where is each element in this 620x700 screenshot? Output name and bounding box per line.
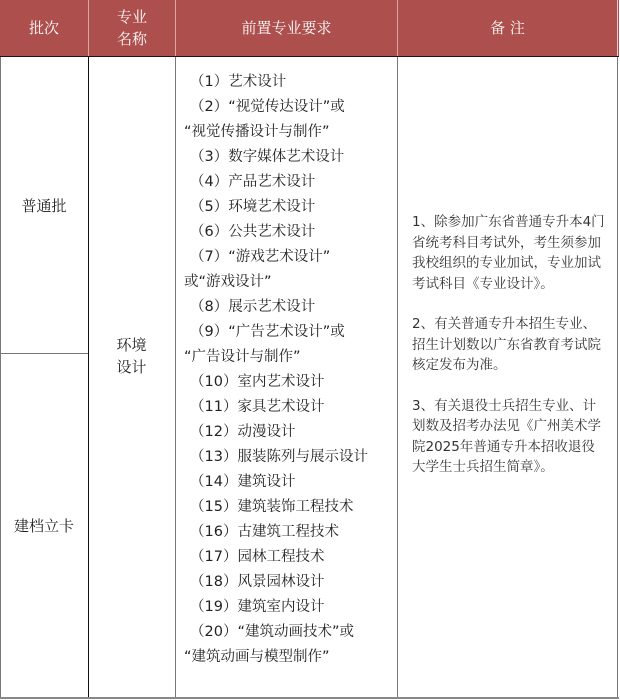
prerequisite-majors-list <box>184 70 390 670</box>
batch-regular: 普通批 <box>21 197 67 215</box>
list-item: （20）“建筑动画技术”或 <box>190 624 354 640</box>
list-item: （11）家具艺术设计 <box>190 399 325 415</box>
column-border <box>175 57 176 698</box>
batch-archived-poverty: 建档立卡 <box>13 517 74 535</box>
major-name-line1: 环境 <box>116 336 147 354</box>
list-item: （7）“游戏艺术设计” <box>190 249 331 265</box>
list-item: （13）服装陈列与展示设计 <box>190 449 368 465</box>
major-name-line2: 设计 <box>116 358 147 376</box>
row-divider <box>0 353 88 354</box>
header-bottom-border <box>0 56 619 57</box>
column-border <box>0 57 1 698</box>
list-item: （6）公共艺术设计 <box>190 224 316 240</box>
header-major-line1: 专业 <box>116 8 147 26</box>
header-major-line2: 名称 <box>116 30 147 48</box>
list-item: （10）室内艺术设计 <box>190 374 325 390</box>
list-item: （4）产品艺术设计 <box>190 174 316 190</box>
list-item: “广告设计与制作” <box>184 349 301 365</box>
list-item: （8）展示艺术设计 <box>190 299 316 315</box>
column-border <box>397 57 398 698</box>
column-border <box>617 57 618 698</box>
list-item: （1）艺术设计 <box>190 74 287 90</box>
header-major <box>89 0 175 56</box>
list-item: （19）建筑室内设计 <box>190 599 325 615</box>
header-batch: 批次 <box>28 19 59 37</box>
list-item: （16）古建筑工程技术 <box>190 524 339 540</box>
list-item: “建筑动画与模型制作” <box>184 649 330 665</box>
list-item: （9）“广告艺术设计”或 <box>190 324 345 340</box>
list-item: （3）数字媒体艺术设计 <box>190 149 345 165</box>
header-requirements: 前置专业要求 <box>241 19 332 37</box>
list-item: （14）建筑设计 <box>190 474 296 490</box>
list-item: “视觉传播设计与制作” <box>184 124 330 140</box>
list-item: （17）园林工程技术 <box>190 549 325 565</box>
list-item: （2）“视觉传达设计”或 <box>190 99 345 115</box>
list-item: 或“游戏设计” <box>184 274 272 290</box>
table-bottom-border <box>0 697 619 699</box>
header-notes: 备 注 <box>490 19 525 37</box>
note-2: 2、有关普通专升本招生专业、招生计划数以广东省教育考试院核定发布为准。 <box>412 316 601 373</box>
list-item: （5）环境艺术设计 <box>190 199 316 215</box>
note-1: 1、除参加广东省普通专升本4门省统考科目考试外，考生须参加我校组织的专业加试，专业加试考试科目《专业设计》。 <box>412 214 605 292</box>
note-3: 3、有关退役士兵招生专业、计划数及招考办法见《广州美术学院2025年普通专升本招收退役大学生士兵招生简章》。 <box>412 397 601 475</box>
header-divider <box>617 0 618 56</box>
notes-content <box>412 212 608 498</box>
major-name <box>88 334 175 378</box>
list-item: （15）建筑装饰工程技术 <box>190 499 354 515</box>
list-item: （12）动漫设计 <box>190 424 296 440</box>
list-item: （18）风景园林设计 <box>190 574 325 590</box>
